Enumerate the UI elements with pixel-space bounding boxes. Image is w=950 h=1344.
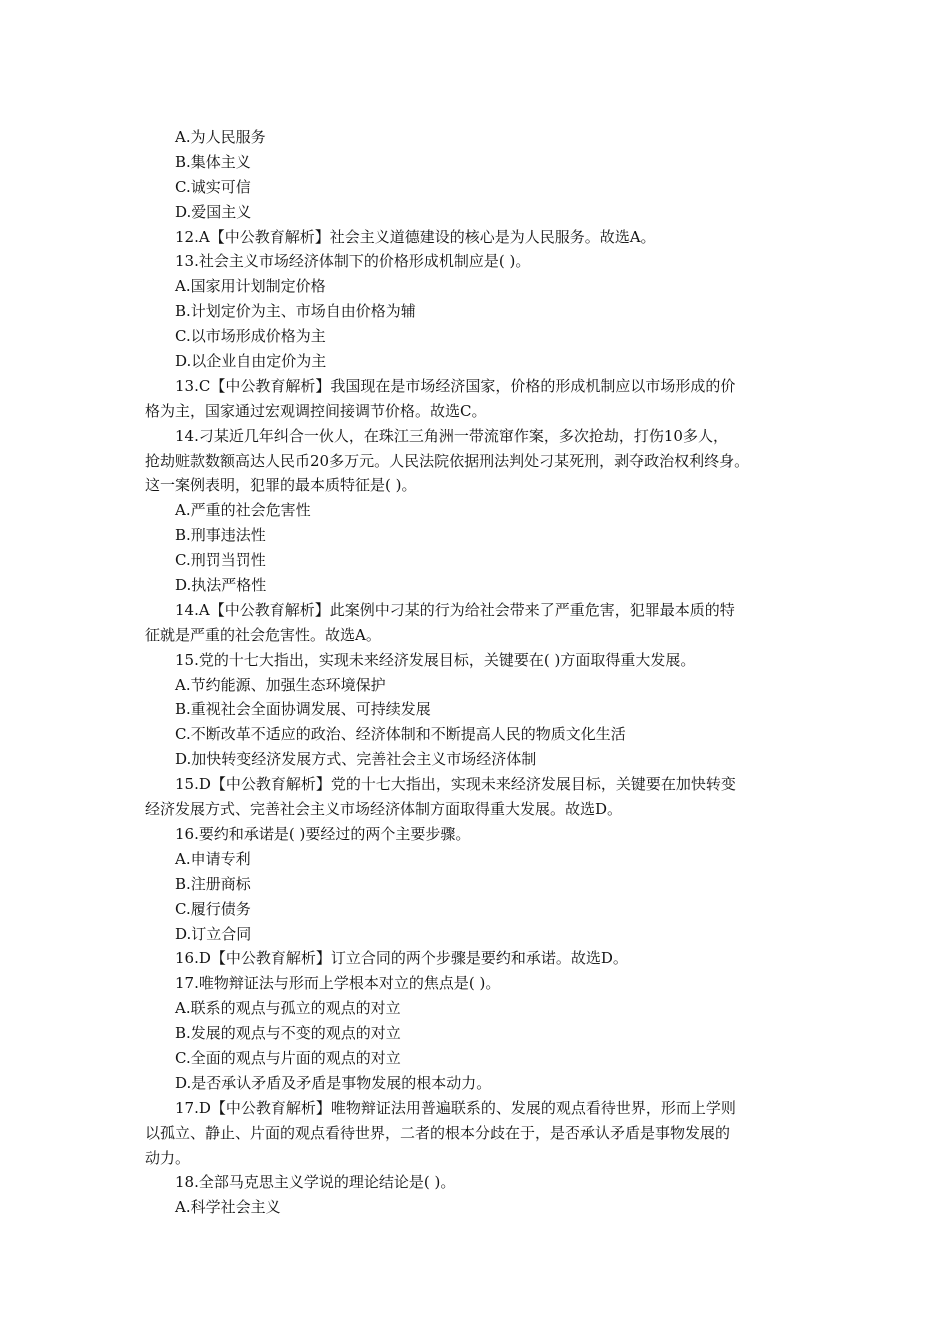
text-line: 动力。 — [145, 1148, 191, 1167]
text-line: 13.C【中公教育解析】我国现在是市场经济国家，价格的形成机制应以市场形成的价 — [175, 376, 736, 395]
text-line: 12.A【中公教育解析】社会主义道德建设的核心是为人民服务。故选A。 — [175, 227, 656, 246]
text-line: D.订立合同 — [175, 924, 252, 943]
text-line: 这一案例表明，犯罪的最本质特征是( )。 — [145, 476, 417, 495]
text-line: 18.全部马克思主义学说的理论结论是( )。 — [175, 1173, 456, 1192]
text-line: 以孤立、静止、片面的观点看待世界，二者的根本分歧在于，是否承认矛盾是事物发展的 — [145, 1123, 731, 1142]
text-line: A.科学社会主义 — [175, 1198, 281, 1217]
text-line: C.全面的观点与片面的观点的对立 — [175, 1048, 401, 1067]
text-line: A.国家用计划制定价格 — [175, 277, 326, 296]
text-line: D.加快转变经济发展方式、完善社会主义市场经济体制 — [175, 750, 537, 769]
text-line: B.注册商标 — [175, 874, 251, 893]
text-line: A.申请专利 — [175, 849, 251, 868]
text-line: 14.刁某近几年纠合一伙人，在珠江三角洲一带流窜作案，多次抢劫，打伤10多人， — [175, 426, 728, 445]
text-line: B.重视社会全面协调发展、可持续发展 — [175, 700, 431, 719]
text-line: A.联系的观点与孤立的观点的对立 — [175, 999, 401, 1018]
text-line: 16.D【中公教育解析】订立合同的两个步骤是要约和承诺。故选D。 — [175, 949, 628, 968]
text-line: C.履行债务 — [175, 899, 251, 918]
text-line: 抢劫赃款数额高达人民币20多万元。人民法院依据刑法判处刁某死刑，剥夺政治权利终身。 — [145, 451, 750, 470]
text-line: D.以企业自由定价为主 — [175, 352, 327, 371]
text-line: A.节约能源、加强生态环境保护 — [175, 675, 386, 694]
text-line: C.刑罚当罚性 — [175, 551, 266, 570]
text-line: D.执法严格性 — [175, 576, 267, 595]
text-line: C.诚实可信 — [175, 177, 251, 196]
text-line: B.刑事违法性 — [175, 526, 266, 545]
text-line: 13.社会主义市场经济体制下的价格形成机制应是( )。 — [175, 252, 531, 271]
text-line: 经济发展方式、完善社会主义市场经济体制方面取得重大发展。故选D。 — [145, 800, 623, 819]
text-line: C.不断改革不适应的政治、经济体制和不断提高人民的物质文化生活 — [175, 725, 626, 744]
text-line: D.爱国主义 — [175, 202, 252, 221]
text-line: A.为人民服务 — [175, 128, 266, 146]
text-line: 15.党的十七大指出，实现未来经济发展目标，关键要在( )方面取得重大发展。 — [175, 650, 696, 669]
text-line: 格为主，国家通过宏观调控间接调节价格。故选C。 — [145, 401, 487, 420]
text-line: 征就是严重的社会危害性。故选A。 — [145, 625, 381, 644]
document-body — [145, 125, 805, 1220]
text-line: B.发展的观点与不变的观点的对立 — [175, 1024, 401, 1043]
text-line: 15.D【中公教育解析】党的十七大指出，实现未来经济发展目标，关键要在加快转变 — [175, 775, 736, 794]
text-line: 17.D【中公教育解析】唯物辩证法用普遍联系的、发展的观点看待世界，形而上学则 — [175, 1098, 736, 1117]
text-line: C.以市场形成价格为主 — [175, 327, 326, 346]
text-line: 14.A【中公教育解析】此案例中刁某的行为给社会带来了严重危害，犯罪最本质的特 — [175, 600, 735, 619]
text-line: 16.要约和承诺是( )要经过的两个主要步骤。 — [175, 824, 471, 843]
text-line: B.集体主义 — [175, 152, 251, 171]
document-page — [145, 125, 805, 1220]
text-line: 17.唯物辩证法与形而上学根本对立的焦点是( )。 — [175, 974, 501, 993]
text-line: B.计划定价为主、市场自由价格为辅 — [175, 302, 416, 321]
text-line: A.严重的社会危害性 — [175, 501, 311, 520]
text-line: D.是否承认矛盾及矛盾是事物发展的根本动力。 — [175, 1073, 492, 1092]
